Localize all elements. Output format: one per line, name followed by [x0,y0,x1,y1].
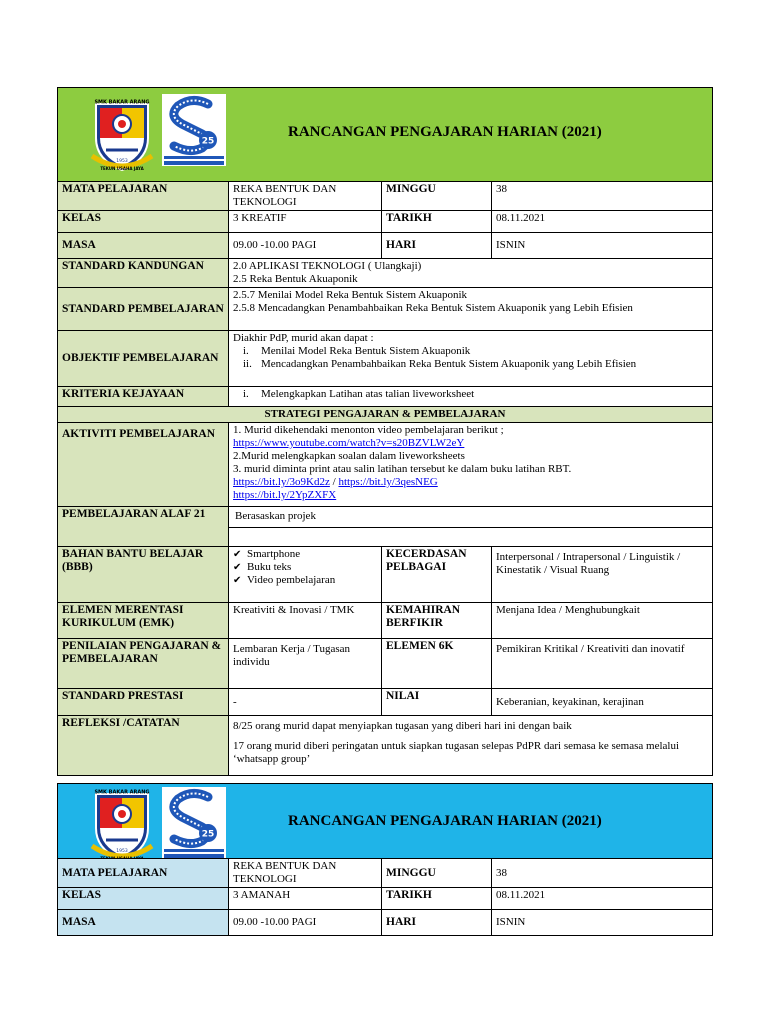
label-elemen-6k: ELEMEN 6K [382,639,492,689]
svg-text:25: 25 [201,136,215,147]
value-hari: ISNIN [492,910,713,936]
label-alaf-21: PEMBELAJARAN ALAF 21 [58,507,229,547]
value-nilai: Keberanian, keyakinan, kerajinan [492,689,713,716]
label-kelas: KELAS [58,888,229,910]
s-emblem-icon [162,787,226,859]
value-kriteria-kejayaan [229,387,713,407]
value-kecerdasan: Interpersonal / Intrapersonal / Linguistik / Kinestatik / Visual Ruang [492,547,713,603]
strategi-heading: STRATEGI PENGAJARAN & PEMBELAJARAN [58,407,713,423]
lesson-plan-2 [57,783,713,936]
refleksi-line-2: 17 orang murid diberi peringatan untuk siapkan tugasan selepas PdPR dari semasa ke semasa melalui ‘whatsapp group’ [233,740,679,765]
label-minggu: MINGGU [382,182,492,211]
bitly-link-2[interactable]: https://bit.ly/3qesNEG [338,476,438,488]
lesson-plan-1 [57,87,713,776]
value-kelas: 3 AMANAH [229,888,382,910]
svg-text:25: 25 [201,829,215,840]
label-standard-pembelajaran: STANDARD PEMBELAJARAN [58,288,229,331]
label-nilai: NILAI [382,689,492,716]
obj-item-1: i. Menilai Model Reka Bentuk Sistem Akuaponik [243,345,471,357]
svg-text:SMK BAKAR ARANG: SMK BAKAR ARANG [94,99,150,106]
sp-line-2: 2.5.8 Mencadangkan Penambahbaikan Reka Bentuk Sistem Akuaponik yang Lebih Efisien [233,302,633,314]
value-standard-pembelajaran [229,288,713,331]
plan-title: RANCANGAN PENGAJARAN HARIAN (2021) [288,813,602,829]
label-masa: MASA [58,233,229,259]
sk-line-2: 2.5 Reka Bentuk Akuaponik [233,273,358,285]
school-crest-icon [90,788,154,859]
value-mata-pelajaran: REKA BENTUK DAN TEKNOLOGI [229,859,382,888]
value-masa: 09.00 -10.00 PAGI [229,910,382,936]
aktiviti-step-2: 2.Murid melengkapkan soalan dalam liveworksheets [233,450,465,462]
value-standard-prestasi: - [229,689,382,716]
label-minggu: MINGGU [382,859,492,888]
link-separator: / [329,476,339,488]
refleksi-line-1: 8/25 orang murid dapat menyiapkan tugasan yang diberi hari ini dengan baik [233,720,572,732]
label-refleksi: REFLEKSI /CATATAN [58,716,229,776]
value-minggu: 38 [492,182,713,211]
value-mata-pelajaran: REKA BENTUK DAN TEKNOLOGI [229,182,382,211]
sk-line-1: 2.0 APLIKASI TEKNOLOGI ( Ulangkaji) [233,260,422,272]
svg-text:TEKUN USAHA JAYA: TEKUN USAHA JAYA [100,166,144,171]
plan-title: RANCANGAN PENGAJARAN HARIAN (2021) [288,124,602,140]
value-kelas: 3 KREATIF [229,211,382,233]
label-aktiviti: AKTIVITI PEMBELAJARAN [58,423,229,507]
bitly-link-1[interactable]: https://bit.ly/3o9Kd2z [233,476,330,488]
label-emk: ELEMEN MERENTASI KURIKULUM (EMK) [58,603,229,639]
label-kecerdasan: KECERDASAN PELBAGAI [382,547,492,603]
label-hari: HARI [382,233,492,259]
svg-text:1953: 1953 [116,159,128,164]
obj-intro: Diakhir PdP, murid akan dapat : [233,332,374,344]
label-tarikh: TARIKH [382,211,492,233]
bbb-item-2: ✔ Buku teks [233,561,377,574]
value-elemen-6k: Pemikiran Kritikal / Kreativiti dan inovatif [492,639,713,689]
label-standard-prestasi: STANDARD PRESTASI [58,689,229,716]
value-alaf-21 [229,507,713,547]
svg-text:TEKUN USAHA JAYA [100,856,144,859]
aktiviti-step-3: 3. murid diminta print atau salin latihan tersebut ke dalam buku latihan RBT. [233,463,572,475]
label-standard-kandungan: STANDARD KANDUNGAN [58,259,229,288]
value-emk: Kreativiti & Inovasi / TMK [229,603,382,639]
label-kemahiran-berfikir: KEMAHIRAN BERFIKIR [382,603,492,639]
value-minggu: 38 [492,859,713,888]
label-objektif: OBJEKTIF PEMBELAJARAN [58,331,229,387]
value-tarikh: 08.11.2021 [492,888,713,910]
label-bbb: BAHAN BANTU BELAJAR (BBB) [58,547,229,603]
s-emblem-icon [162,94,226,166]
svg-text:SMK BAKAR ARANG: SMK BAKAR ARANG [94,789,150,796]
value-tarikh: 08.11.2021 [492,211,713,233]
label-kriteria-kejayaan: KRITERIA KEJAYAAN [58,387,229,407]
plan-header [58,88,713,182]
value-masa: 09.00 -10.00 PAGI [229,233,382,259]
svg-text:1953: 1953 [116,849,128,854]
sp-line-1: 2.5.7 Menilai Model Reka Bentuk Sistem Akuaponik [233,289,468,301]
label-masa: MASA [58,910,229,936]
value-kemahiran-berfikir: Menjana Idea / Menghubungkait [492,603,713,639]
youtube-link[interactable]: https://www.youtube.com/watch?v=s20BZVLW2eY [233,437,465,449]
label-hari: HARI [382,910,492,936]
value-aktiviti [229,423,713,507]
bbb-item-1: ✔ Smartphone [233,548,377,561]
obj-item-2: ii. Mencadangkan Penambahbaikan Reka Bentuk Sistem Akuaponik yang Lebih Efisien [243,358,637,370]
value-objektif [229,331,713,387]
alaf-text: Berasaskan projek [229,507,712,528]
value-standard-kandungan [229,259,713,288]
label-kelas: KELAS [58,211,229,233]
school-crest-icon [90,98,154,172]
label-tarikh: TARIKH [382,888,492,910]
bbb-item-3: ✔ Video pembelajaran [233,574,377,587]
label-mata-pelajaran: MATA PELAJARAN [58,182,229,211]
label-penilaian: PENILAIAN PENGAJARAN & PEMBELAJARAN [58,639,229,689]
label-mata-pelajaran: MATA PELAJARAN [58,859,229,888]
value-penilaian: Lembaran Kerja / Tugasan individu [229,639,382,689]
aktiviti-step-1: 1. Murid dikehendaki menonton video pembelajaran berikut ; [233,424,504,436]
value-hari: ISNIN [492,233,713,259]
value-refleksi [229,716,713,776]
plan-header [58,784,713,859]
bitly-link-3[interactable]: https://bit.ly/2YpZXFX [233,489,337,501]
kk-item-1: i. Melengkapkan Latihan atas talian liveworksheet [243,388,475,400]
value-bbb [229,547,382,603]
